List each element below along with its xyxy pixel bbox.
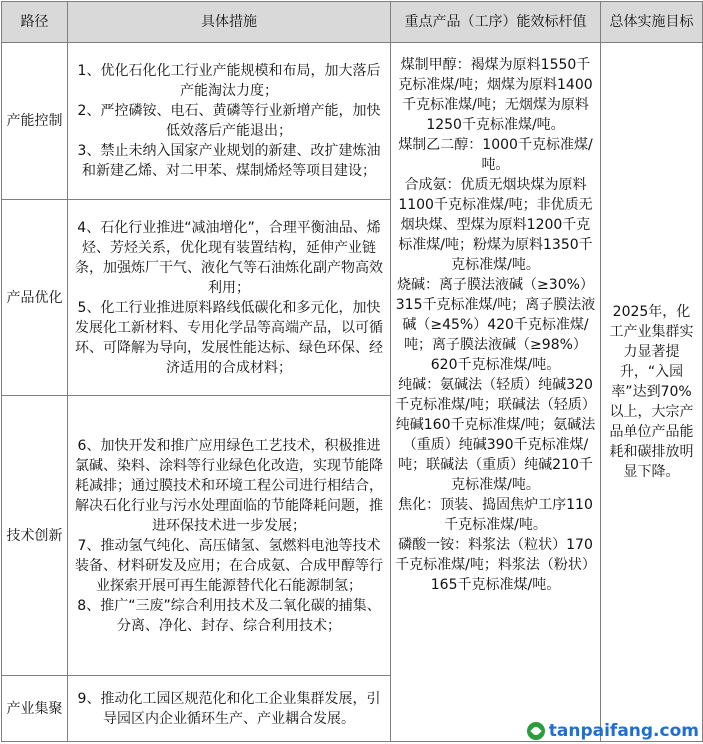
benchmark-item: 纯碱：氨碱法（轻质）纯碱320千克标准煤/吨；联碱法（轻质）纯碱160千克标准煤/吨；氨碱法（重质）纯碱390千克标准煤/吨；联碱法（重质）纯碱210千克标准煤/吨。 — [395, 377, 596, 493]
measure-item: 6、加快开发和推广应用绿色工艺技术，积极推进氯碱、染料、涂料等行业绿色化改造，实现节能降耗减排；通过膜技术和环境工程公司进行相结合，解决石化行业与污水处理面临的节能降耗问题，推进环保技术进一步发展； — [75, 437, 383, 534]
measure-item: 4、石化行业推进“减油增化”，合理平衡油品、烯烃、芳烃关系，优化现有装置结构，延伸产业链条，加强炼厂干气、液化气等石油炼化副产物高效利用； — [75, 219, 383, 296]
header-row — [2, 2, 703, 43]
measures-cell — [68, 200, 391, 396]
header-goal: 总体实施目标 — [601, 2, 703, 43]
benchmark-item: 合成氨：优质无烟块煤为原料1100千克标准煤/吨；非优质无烟块煤、型煤为原料1200千克标准煤/吨；粉煤为原料1350千克标准煤/吨。 — [398, 177, 593, 273]
measure-item: 9、推动化工园区规范化和化工企业集群发展，引导园区内企业循环生产、产业耦合发展。 — [77, 690, 381, 727]
measure-item: 5、化工行业推进原料路线低碳化和多元化，加快发展化工新材料、专用化学品等高端产品，以可循环、可降解为导向，发展性能达标、绿色环保、经济适用的合成材料； — [75, 299, 383, 376]
path-capacity-control: 产能控制 — [2, 43, 68, 200]
benchmark-cell — [391, 43, 601, 742]
leaf-icon — [527, 722, 545, 740]
watermark-text: tanpaifang.com — [548, 721, 699, 741]
header-benchmark: 重点产品（工序）能效标杆值 — [391, 2, 601, 43]
benchmark-item: 煤制甲醇：褐煤为原料1550千克标准煤/吨；烟煤为原料1400千克标准煤/吨；无烟煤为原料1250千克标准煤/吨。 — [398, 57, 593, 133]
measures-cell — [68, 676, 391, 742]
header-measures: 具体措施 — [68, 2, 391, 43]
benchmark-item: 烧碱：离子膜法液碱（≥30%）315千克标准煤/吨；离子膜法液碱（≥45%）420千克标准煤/吨；离子膜法液碱（≥98%）620千克标准煤/吨。 — [395, 277, 596, 373]
energy-policy-table — [1, 1, 703, 742]
path-tech-innovation: 技术创新 — [2, 396, 68, 676]
measure-item: 8、推广“三废”综合利用技术及二氧化碳的捕集、分离、净化、封存、综合利用技术； — [77, 597, 381, 634]
benchmark-item: 焦化：顶装、捣固焦炉工序110千克标准煤/吨。 — [398, 497, 593, 533]
measures-cell — [68, 43, 391, 200]
benchmark-item: 煤制乙二醇：1000千克标准煤/吨。 — [398, 137, 593, 173]
goal-cell: 2025年，化工产业集群实力显著提升，“入园率”达到70%以上，大宗产品单位产品能耗和碳排放明显下降。 — [601, 43, 703, 742]
table-row — [2, 43, 703, 200]
watermark — [527, 721, 699, 741]
path-product-optimization: 产品优化 — [2, 200, 68, 396]
benchmark-item: 磷酸一铵：料浆法（粒状）170千克标准煤/吨；料浆法（粉状）165千克标准煤/吨。 — [395, 537, 596, 593]
header-path: 路径 — [2, 2, 68, 43]
path-industry-cluster: 产业集聚 — [2, 676, 68, 742]
measures-cell — [68, 396, 391, 676]
measure-item: 7、推动氢气纯化、高压储氢、氢燃料电池等技术装备、材料研发及应用；在合成氨、合成甲醇等行业探索开展可再生能源替代化石能源制氢； — [75, 537, 383, 594]
measure-item: 3、禁止未纳入国家产业规划的新建、改扩建炼油和新建乙烯、对二甲苯、煤制烯烃等项目建设； — [77, 143, 381, 179]
measure-item: 2、严控磷铵、电石、黄磷等行业新增产能，加快低效落后产能退出； — [77, 103, 381, 139]
measure-item: 1、优化石化化工行业产能规模和布局，加大落后产能淘汰力度； — [77, 63, 381, 99]
